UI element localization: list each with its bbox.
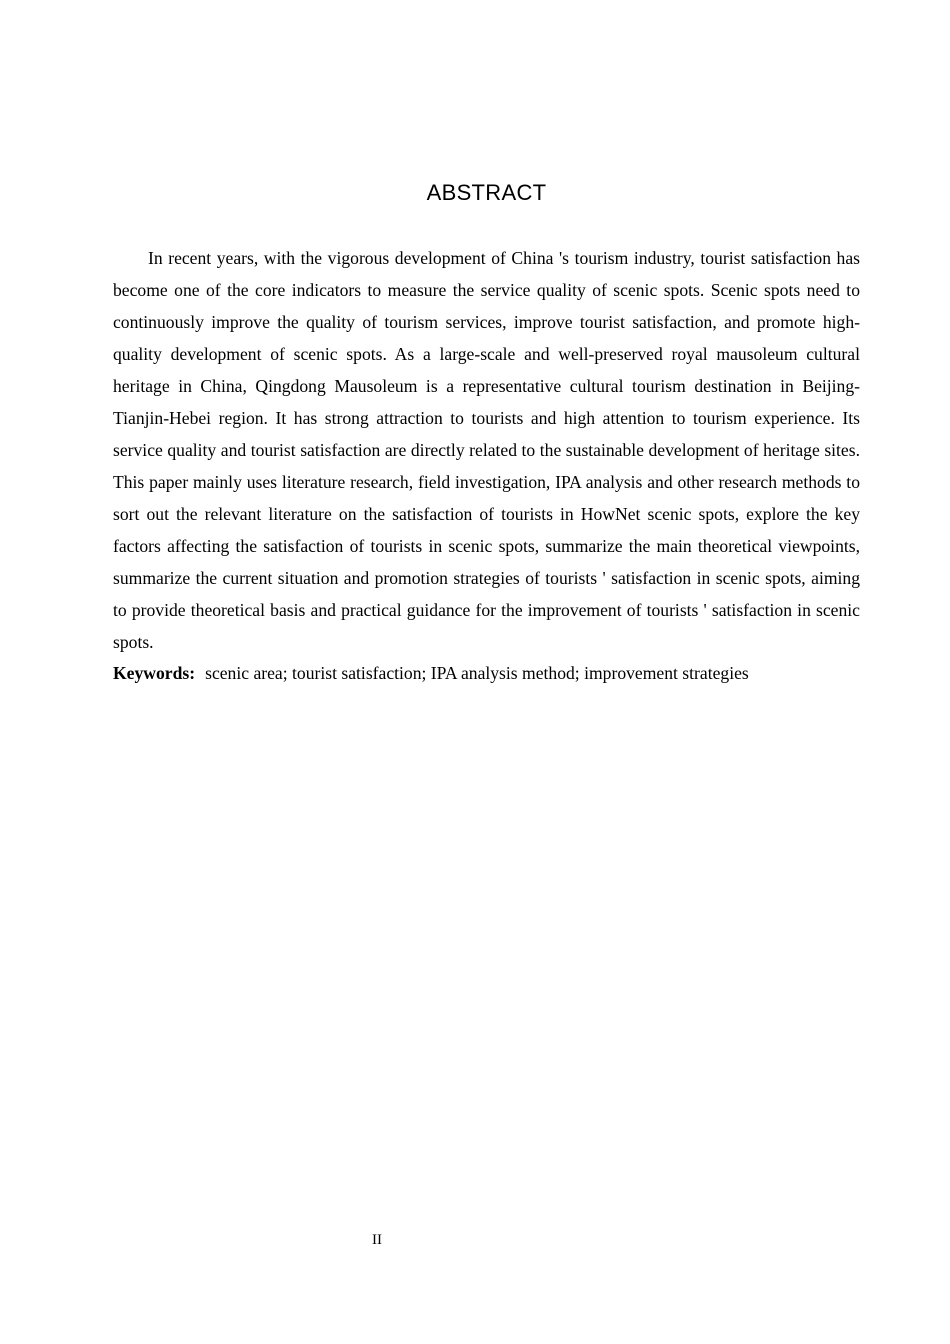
- abstract-body: In recent years, with the vigorous development of China 's tourism industry, tourist satisfaction has become one of the core indicators to measure the service quality of scenic spots. Scenic spots need to continuously improve the quality of tourism services, improve tourist satisfaction, and promote high-quality development of scenic spots. As a large-scale and well-preserved royal mausoleum cultural heritage in China, Qingdong Mausoleum is a representative cultural tourism destination in Beijing-Tianjin-Hebei region. It has strong attraction to tourists and high attention to tourism experience. Its service quality and tourist satisfaction are directly related to the sustainable development of heritage sites. This paper mainly uses literature research, field investigation, IPA analysis and other research methods to sort out the relevant literature on the satisfaction of tourists in HowNet scenic spots, explore the key factors affecting the satisfaction of tourists in scenic spots, summarize the main theoretical viewpoints, summarize the current situation and promotion strategies of tourists ' satisfaction in scenic spots, aiming to provide theoretical basis and practical guidance for the improvement of tourists ' satisfaction in scenic spots.: [113, 248, 860, 652]
- keywords-line: [113, 657, 860, 689]
- page-number: II: [372, 1232, 382, 1248]
- keywords-label: Keywords:: [113, 663, 196, 683]
- abstract-title: ABSTRACT: [426, 180, 547, 205]
- keywords-text: scenic area; tourist satisfaction; IPA analysis method; improvement strategies: [205, 663, 749, 683]
